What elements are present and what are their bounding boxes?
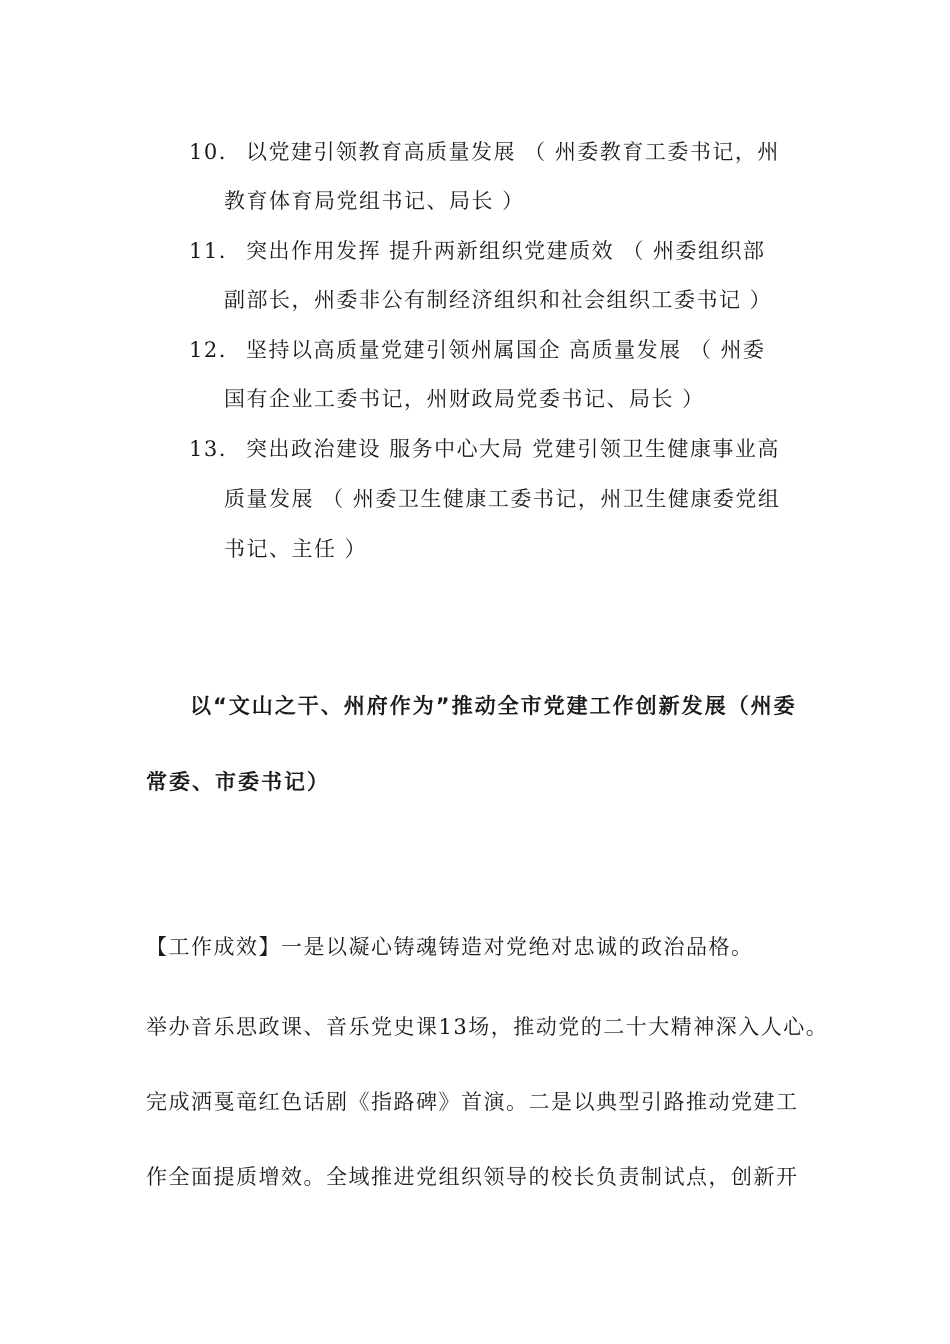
list-item-text: 质量发展 （ 州委卫生健康工委书记，州卫生健康委党组 bbox=[224, 487, 781, 511]
list-item-text: 突出作用发挥 提升两新组织党建质效 （ 州委组织部 bbox=[246, 239, 766, 263]
body-text-line: 完成洒戛竜红色话剧《指路碑》首演。二是以典型引路推动党建工 bbox=[146, 1090, 799, 1114]
section-heading-line: 常委、市委书记） bbox=[146, 770, 330, 794]
body-text-line: 【工作成效】一是以凝心铸魂铸造对党绝对忠诚的政治品格。 bbox=[146, 935, 754, 959]
list-item-text: 书记、主任 ） bbox=[224, 537, 368, 561]
list-item-number: 10. bbox=[189, 140, 227, 164]
list-item-text: 坚持以高质量党建引领州属国企 高质量发展 （ 州委 bbox=[246, 338, 766, 362]
list-item-number: 11. bbox=[189, 239, 227, 263]
list-item-text: 突出政治建设 服务中心大局 党建引领卫生健康事业高 bbox=[246, 437, 780, 461]
section-heading-line: 以“文山之干、州府作为”推动全市党建工作创新发展（州委 bbox=[190, 694, 797, 718]
list-item-number: 12. bbox=[189, 338, 227, 362]
list-item-text: 副部长，州委非公有制经济组织和社会组织工委书记 ） bbox=[224, 288, 773, 312]
body-text-line: 举办音乐思政课、音乐党史课13场，推动党的二十大精神深入人心。 bbox=[146, 1015, 829, 1039]
list-item-text: 以党建引领教育高质量发展 （ 州委教育工委书记，州 bbox=[246, 140, 780, 164]
body-text-line: 作全面提质增效。全域推进党组织领导的校长负责制试点，创新开 bbox=[146, 1165, 799, 1189]
list-item-text: 教育体育局党组书记、局长 ） bbox=[224, 189, 525, 213]
list-item-text: 国有企业工委书记，州财政局党委书记、局长 ） bbox=[224, 387, 705, 411]
list-item-number: 13. bbox=[189, 437, 227, 461]
